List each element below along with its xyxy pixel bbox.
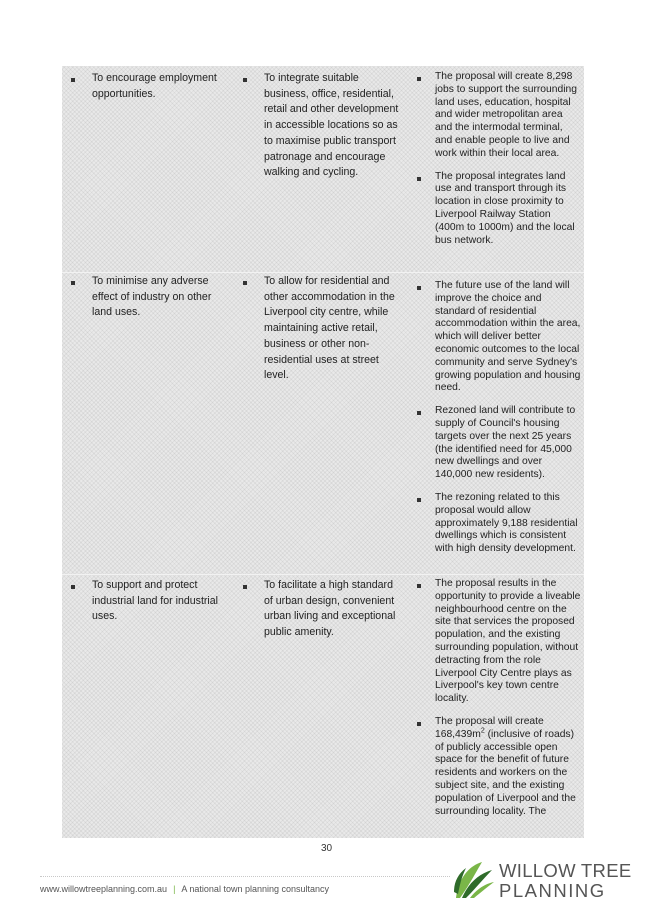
- footer-url-link[interactable]: www.willowtreeplanning.com.au: [40, 884, 168, 894]
- strategy-text: To integrate suitable business, office, residential, retail and other development in accessible locations so as to maximise public transport patronage and encourage walking and cycling.: [264, 72, 399, 179]
- superscript-exponent: 2: [480, 727, 485, 735]
- response-item: [408, 492, 584, 556]
- response-text-pre: The proposal will create 168,439m: [435, 715, 544, 740]
- objective-text: To encourage employment opportunities.: [92, 72, 217, 100]
- strategy-text: To allow for residential and other accommodation in the Liverpool city centre, while maintaining active retail, business or other non-residential uses at street level.: [264, 275, 395, 382]
- response-text-post: (inclusive of roads) of publicly accessible open space for the benefit of future residents and workers on the subject site, and the existing population of Liverpool and the surrounding locality. The: [435, 728, 576, 817]
- policy-table: [62, 66, 584, 838]
- response-item: [408, 716, 584, 818]
- bullet-icon: [417, 77, 421, 81]
- bullet-icon: [71, 585, 75, 589]
- strategy-item: [234, 274, 406, 384]
- strategy-cell: [234, 274, 406, 384]
- objective-item: [62, 274, 232, 321]
- objective-cell: [62, 274, 232, 321]
- footer-separator: |: [173, 884, 176, 894]
- row-divider: [62, 574, 584, 575]
- response-cell: [408, 71, 584, 247]
- objective-text: To support and protect industrial land for industrial uses.: [92, 579, 219, 623]
- willow-tree-leaf-icon: [452, 858, 496, 902]
- strategy-text: To facilitate a high standard of urban design, convenient urban living and exceptional public amenity.: [264, 579, 396, 639]
- bullet-icon: [71, 281, 75, 285]
- logo-text-line2: PLANNING: [499, 880, 606, 901]
- objective-item: [62, 71, 232, 102]
- footer-divider: [40, 876, 450, 877]
- objective-item: [62, 578, 232, 625]
- objective-cell: [62, 71, 232, 102]
- row-divider: [62, 272, 584, 273]
- bullet-icon: [417, 286, 421, 290]
- footer-tagline: A national town planning consultancy: [181, 884, 330, 894]
- strategy-item: [234, 71, 406, 181]
- objective-cell: [62, 578, 232, 625]
- response-item: [408, 280, 584, 395]
- response-item: [408, 171, 584, 248]
- logo-text-line1: WILLOW TREE: [499, 860, 632, 881]
- response-item: [408, 405, 584, 482]
- response-item: [408, 578, 584, 706]
- bullet-icon: [243, 78, 247, 82]
- response-cell: [408, 280, 584, 556]
- bullet-icon: [71, 78, 75, 82]
- bullet-icon: [417, 584, 421, 588]
- objective-text: To minimise any adverse effect of industry on other land uses.: [92, 275, 212, 319]
- strategy-item: [234, 578, 406, 641]
- response-text: The rezoning related to this proposal would allow approximately 9,188 residential dwellings which is consistent with high density development.: [435, 491, 578, 555]
- page-number: 30: [320, 843, 333, 854]
- bullet-icon: [417, 411, 421, 415]
- bullet-icon: [417, 722, 421, 726]
- strategy-cell: [234, 71, 406, 181]
- strategy-cell: [234, 578, 406, 641]
- bullet-icon: [243, 281, 247, 285]
- response-text: Rezoned land will contribute to supply of Council's housing targets over the next 25 years (the identified need for 45,000 new dwellings and over 140,000 new residents).: [435, 405, 576, 481]
- response-item: [408, 71, 584, 161]
- bullet-icon: [417, 177, 421, 181]
- bullet-icon: [243, 585, 247, 589]
- bullet-icon: [417, 498, 421, 502]
- response-text: The proposal will create 8,298 jobs to support the surrounding land uses, education, hospital and wider metropolitan area and the intermodal terminal, and enable people to live and work within their local area.: [435, 71, 577, 159]
- response-cell: [408, 578, 584, 818]
- response-text: The proposal results in the opportunity to provide a liveable neighbourhood centre on the site that services the proposed population, and the existing surrounding population, without detracting from the role Liverpool City Centre plays as Liverpool's key town centre locality.: [435, 578, 581, 705]
- response-text: [435, 716, 582, 818]
- response-text: The future use of the land will improve the choice and standard of residential accommodation within the area, which will deliver better economic outcomes to the local community and serve Sydney's growing population and housing need.: [435, 280, 581, 394]
- response-text: The proposal integrates land use and transport through its location in close proximity to Liverpool Railway Station (400m to 1000m) and the local bus network.: [435, 170, 575, 246]
- footer: [40, 884, 329, 894]
